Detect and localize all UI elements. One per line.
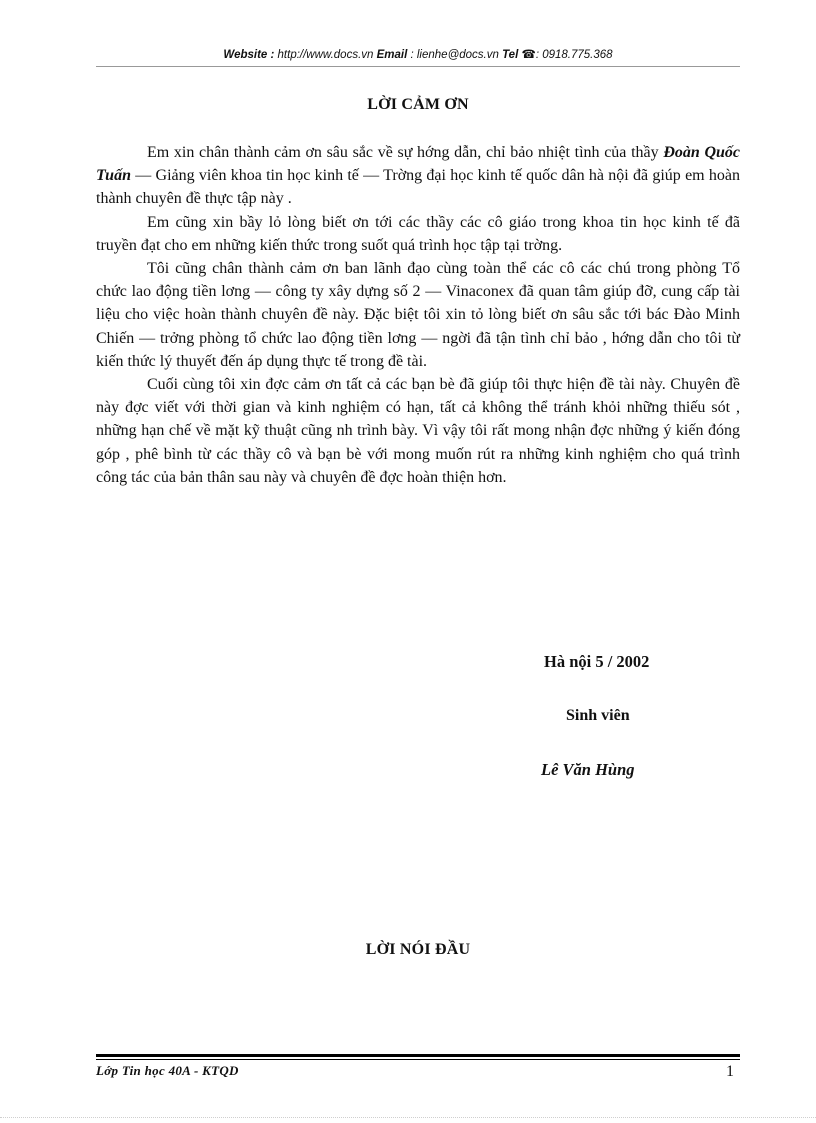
acknowledgement-body: [96, 141, 740, 489]
email-label: Email: [376, 49, 408, 61]
advisor-name: Đoàn Quốc Tuấn: [96, 144, 740, 185]
page-bottom-border: [0, 1117, 816, 1118]
header-rule: [96, 66, 740, 67]
footer-rule-thick: [96, 1054, 740, 1057]
footer-rule-thin: [96, 1059, 740, 1060]
email-value: : lienhe@docs.vn: [407, 49, 503, 61]
page-header: [96, 47, 740, 61]
website-value: http://www.docs.vn: [274, 49, 377, 61]
paragraph-2: Em cũng xin bầy lỏ lòng biết ơn tới các thầy các cô giáo trong khoa tin học kinh tế đã truyền đạt cho em những kiến thức trong suốt quá trình học tập tại trờng.: [96, 213, 740, 254]
paragraph-4: Cuối cùng tôi xin đợc cảm ơn tất cả các bạn bè đã giúp tôi thực hiện đề tài này. Chuyên đề này đợc viết với thời gian và kinh nghiệm có hạn, tất cả không thể tránh khỏi những thiếu sót , những hạn chế về mặt kỹ thuật cũng nh trình bày. Vì vậy tôi rất mong nhận đợc những ý kiến đóng góp , phê bình từ các thầy cô và bạn bè với mong muốn rút ra những kinh nghiệm cho quá trình công tác của bản thân sau này và chuyên đề đợc hoàn thiện hơn.: [96, 376, 740, 486]
paragraph-1-text-b: — Giảng viên khoa tin học kinh tế — Trờng đại học kinh tế quốc dân hà nội đã giúp em hoàn thành chuyên đề thực tập này .: [96, 167, 740, 208]
page-title: LỜI CẢM ƠN: [367, 96, 469, 113]
next-section-title: LỜI NÓI ĐẦU: [365, 941, 471, 958]
paragraph-1-text-a: Em xin chân thành cảm ơn sâu sắc về sự hớng dẫn, chỉ bảo nhiệt tình của thầy: [147, 144, 664, 161]
footer-class-label: Lớp Tin học 40A - KTQD: [96, 1063, 239, 1078]
signature-name: Lê Văn Hùng: [541, 760, 635, 779]
website-label: Website :: [223, 49, 275, 61]
signature-role: Sinh viên: [566, 707, 630, 724]
phone-icon: ☎: [521, 49, 536, 61]
signature-date: Hà nội 5 / 2002: [544, 652, 650, 671]
paragraph-1: [96, 141, 740, 211]
tel-label: Tel: [502, 49, 519, 61]
page-number: 1: [726, 1063, 734, 1080]
paragraph-3: Tôi cũng chân thành cảm ơn ban lãnh đạo cùng toàn thể các cô các chú trong phòng Tổ chức lao động tiền lơng — công ty xây dựng số 2 — Vinaconex đã quan tâm giúp đỡ, cung cấp tài liệu cho việc hoàn thành chuyên đề này. Đặc biệt tôi xin tỏ lòng biết ơn sâu sắc tới bác Đào Minh Chiến — trởng phòng tổ chức lao động tiền lơng — ngời đã tận tình chỉ bảo , hớng dẫn cho tôi từ kiến thức lý thuyết đến áp dụng thực tế trong đề tài.: [96, 260, 740, 370]
tel-value: : 0918.775.368: [535, 49, 613, 61]
